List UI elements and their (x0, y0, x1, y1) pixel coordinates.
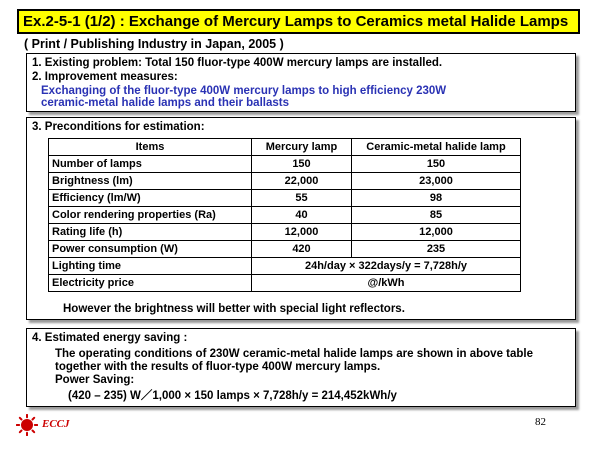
existing-problem: 1. Existing problem: Total 150 fluor-type 400W mercury lamps are installed. (32, 57, 443, 69)
mercury-value: 40 (252, 207, 352, 224)
ceramic-value: 98 (352, 190, 521, 207)
eccj-logo (16, 414, 96, 436)
header-mercury: Mercury lamp (252, 139, 352, 156)
table-row (49, 258, 521, 275)
table-row (49, 241, 521, 258)
mercury-value: 150 (252, 156, 352, 173)
row-label: Rating life (h) (49, 224, 252, 241)
electricity-price-value: @/kWh (252, 275, 521, 292)
sun-logo-icon (16, 414, 38, 436)
subtitle: ( Print / Publishing Industry in Japan, 2005 ) (24, 37, 284, 51)
energy-saving-heading: 4. Estimated energy saving : (32, 332, 188, 344)
table-row (49, 173, 521, 190)
row-label: Brightness (lm) (49, 173, 252, 190)
page-number: 82 (535, 416, 546, 428)
ceramic-value: 150 (352, 156, 521, 173)
table-row (49, 275, 521, 292)
row-label: Lighting time (49, 258, 252, 275)
row-label: Power consumption (W) (49, 241, 252, 258)
header-ceramic: Ceramic-metal halide lamp (352, 139, 521, 156)
measures-line-2: ceramic-metal halide lamps and their ballasts (41, 97, 289, 109)
mercury-value: 420 (252, 241, 352, 258)
power-saving-formula: (420 – 235) W／1,000 × 150 lamps × 7,728h/y = 214,452kWh/y (68, 390, 397, 402)
row-label: Number of lamps (49, 156, 252, 173)
table-row (49, 224, 521, 241)
ceramic-value: 23,000 (352, 173, 521, 190)
table-row (49, 207, 521, 224)
table-header-row (49, 139, 521, 156)
ceramic-value: 12,000 (352, 224, 521, 241)
lighting-time-value: 24h/day × 322days/y = 7,728h/y (252, 258, 521, 275)
row-label: Electricity price (49, 275, 252, 292)
conditions-line-1: The operating conditions of 230W ceramic-metal halide lamps are shown in above table (55, 348, 534, 360)
logo-text: ECCJ (42, 418, 70, 430)
problem-measures-box (26, 53, 576, 112)
header-items: Items (49, 139, 252, 156)
power-saving-label: Power Saving: (55, 374, 135, 386)
table-row (49, 190, 521, 207)
row-label: Color rendering properties (Ra) (49, 207, 252, 224)
ceramic-value: 85 (352, 207, 521, 224)
preconditions-table (48, 138, 521, 292)
energy-saving-box (26, 328, 576, 407)
mercury-value: 12,000 (252, 224, 352, 241)
measures-line-1: Exchanging of the fluor-type 400W mercury lamps to high efficiency 230W (41, 85, 447, 97)
preconditions-heading: 3. Preconditions for estimation: (32, 121, 205, 133)
table-row (49, 156, 521, 173)
mercury-value: 55 (252, 190, 352, 207)
ceramic-value: 235 (352, 241, 521, 258)
improvement-measures-label: 2. Improvement measures: (32, 71, 178, 83)
slide-title: Ex.2-5-1 (1/2) : Exchange of Mercury Lamps to Ceramics metal Halide Lamps (17, 9, 580, 34)
row-label: Efficiency (lm/W) (49, 190, 252, 207)
brightness-note: However the brightness will better with special light reflectors. (63, 303, 405, 315)
conditions-line-2: together with the results of fluor-type 400W mercury lamps. (55, 361, 381, 373)
mercury-value: 22,000 (252, 173, 352, 190)
